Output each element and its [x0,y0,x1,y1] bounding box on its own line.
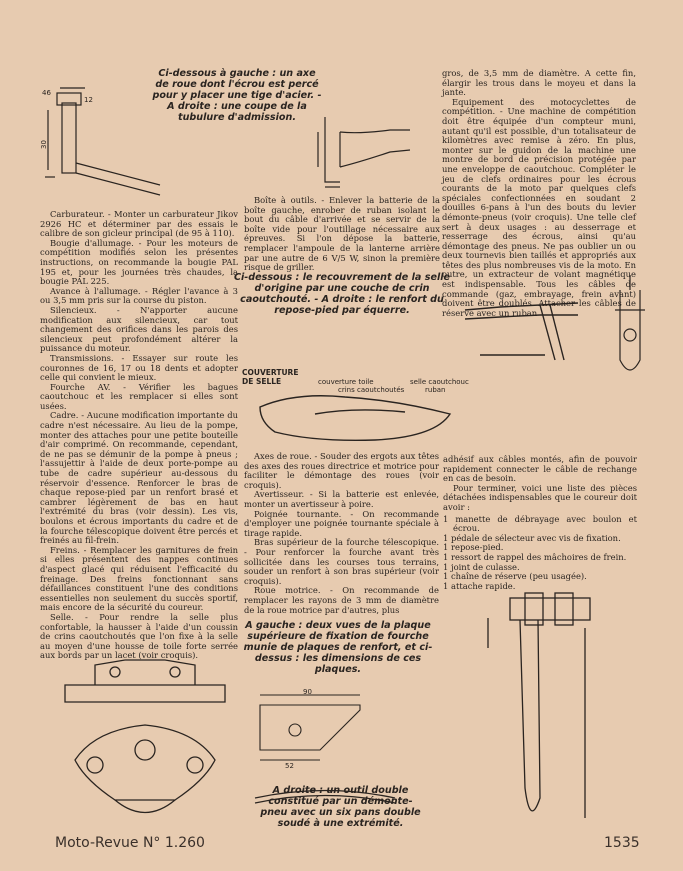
list-item: 1 attache rapide. [443,580,516,591]
paragraph-silencieux: Silencieux. - N'apporter aucune modification aux silencieux, car tout changement des orifices dans les parois des silencieux peut profondément altérer la puissance du moteur. [40,304,238,354]
saddle-drawing [255,392,455,447]
footpeg-brace-drawing [460,275,590,370]
label-couverture: COUVERTURE DE SELLE [242,368,299,386]
tool-caption: A droite : un outil double constitué par un démonte-pneu avec un six pans double soudé à une extrémité. [260,785,421,829]
paragraph-freins: Freins. - Remplacer les garnitures de frein si elles présentent des nappes continues d'aspect glacé qui réduisent l'efficacité du freinage. Des freins fonctionnant sans défaillances constituent l'une des conditions essentielles non seulement du succès sportif, mais encore de la sécurité du coureur. [40,544,238,613]
paragraph-transmissions: Transmissions. - Essayer sur route les couronnes de 16, 17 ou 18 dents et adopter celle qui convient le mieux. [40,352,238,383]
paragraph-continued: gros, de 3,5 mm de diamètre. A cette fin, élargir les trous dans le moyeu et dans la jante. [442,68,636,98]
saddle-caption: Ci-dessous : le recouvrement de la selle d'origine par une couche de crin caoutchouté. - A droite : le renfort du repose-pied par équerre. [233,272,451,316]
label-ruban: ruban [425,386,446,394]
paragraph-selle: Selle. - Pour rendre la selle plus confortable, la hausser à l'aide d'un coussin de crins caoutchoutés que l'on fixe à la selle au moyen d'une housse de toile forte serrée aux bords par un lacet (voir croquis). [40,611,238,661]
paragraph-cadre: Cadre. - Aucune modification importante du cadre n'est nécessaire. Au lieu de la pompe, monter des attaches pour une petite bouteille d'air comprimé. On recommande, cependant, de ne pas se démunir de la pompe à pneus ; l'assujettir à l'aide de deux porte-pompe au tube de cadre supérieur au-dessous du réservoir d'essence. Renforcer le bras de chaque repose-pied par un renfort brasé et cambrer légèrement de bas en haut l'extrémité du bras (voir dessin). Les vis, boulons et écrous importants du cadre et de la fourche télescopique doivent être percés et freinés au fil-frein. [40,410,238,546]
paragraph-axes: Axes de roue. - Souder des ergots aux têtes des axes des roues directrice et motrice pour faciliter le démontage des roues (voir croquis). [244,451,439,490]
label-selle-caoutchouc: selle caoutchouc [410,378,469,386]
paragraph-bougie: Bougie d'allumage. - Pour les moteurs de compétition modifiés selon les présentes instructions, on recommande la bougie PAL 195 et, pour les journées très chaudes, la bougie PAL 225. [40,237,238,287]
paragraph-avance: Avance à l'allumage. - Régler l'avance à 3 ou 3,5 mm pris sur la course du piston. [40,285,238,306]
paragraph-roue: Roue motrice. - On recommande de remplacer les rayons de 3 mm de diamètre de la roue motrice par d'autres, plus [244,585,439,615]
paragraph-carburateur: Carburateur. - Monter un carburateur Jikov 2926 HC et déterminer par des essais le calibre de son gicleur principal (de 95 à 110). [40,209,238,239]
column-right-bottom [443,455,637,591]
paragraph-liste-intro: Pour terminer, voici une liste des pièces détachées indispensables que le coureur doit avoir : [443,482,637,512]
tyre-lever-tool-drawing [480,588,630,838]
svg-text:46: 46 [42,89,51,97]
footer-page-number: 1535 [604,835,640,851]
pump-bracket-drawing [600,270,660,390]
axle-caption: Ci-dessous à gauche : un axe de roue dont l'écrou est percé pour y placer une tige d'acier. - A droite : une coupe de la tubulure d'admission. [152,68,322,123]
label-crins: crins caoutchoutés [338,386,405,394]
list-item: 1 joint de culasse. [443,561,520,572]
footer-magazine: Moto-Revue N° 1.260 [55,835,205,851]
label-toile: couverture toile [318,378,374,386]
paragraph-equipement: Equipement des motocyclettes de compétition. - Une machine de compétition doit être équipée d'un compteur muni, autant qu'il est possible, d'un totalisateur de kilomètres avec remise à zéro. En plus, monter sur le guidon de la machine une montre de bord de précision protégée par une enveloppe de caoutchouc. Compléter le jeu de clefs ordinaires pour les écrous courants de la moto par quelques clefs spéciales confectionnées en soudant 2 douilles 6-pans à l'un des bouts du levier démonte-pneus (voir croquis). Une telle clef sert à deux usages : au desserrage et resserrage des écrous, ainsi qu'au démontage des pneus. Ne pas oublier un ou deux tournevis bien taillés et appropriés aux têtes des plus nombreuses vis de la moto. En outre, un extracteur de volant magnétique est indispensable. Tous les câbles de commande (gaz, embrayage, frein avant) doivent être doublés. Attacher les câbles de réserve avec un ruban [442,96,636,318]
paragraph-bras: Bras supérieur de la fourche télescopique. - Pour renforcer la fourche avant très sollicitée dans les courses tous terrains, souder un renfort à son bras supérieur (voir croquis). [244,537,439,586]
svg-text:52: 52 [285,762,294,770]
paragraph-poignee: Poignée tournante. - On recommande d'employer une poignée tournante spéciale à tirage rapide. [244,508,439,538]
column-left [40,210,238,661]
spare-parts-list [443,515,637,592]
list-item: 1 chaîne de réserve (peu usagée). [443,571,587,582]
plate-dimensions-drawing [245,690,375,770]
intake-tube-drawing [300,112,425,192]
fork-plate-drawing [55,630,235,840]
svg-text:30: 30 [40,140,48,149]
list-item: 1 pédale de sélecteur avec vis de fixation. [443,532,621,543]
svg-text:12: 12 [84,96,93,104]
paragraph-fourche: Fourche AV. - Vérifier les bagues caoutchouc et les remplacer si elles sont usées. [40,381,238,411]
plates-caption: A gauche : deux vues de la plaque supérieure de fixation de fourche munie de plaques de renfort, et ci-dessus : les dimensions de ces plaques. [243,620,433,675]
list-item: 1 ressort de rappel des mâchoires de frein. [443,551,627,562]
column-middle-bottom [244,452,439,615]
list-item: 1 manette de débrayage avec boulon et écrou. [443,513,637,534]
column-middle-top [244,196,440,273]
paragraph-boite-outils: Boîte à outils. - Enlever la batterie de la boîte gauche, enrober de ruban isolant le bout du câble d'arrivée et se servir de la boîte vide pour l'outillage nécessaire aux épreuves. Si l'on dépose la batterie, remplacer l'ampoule de la lanterne arrière par une autre de 6 V/5 W, sinon la première risque de griller. [244,195,440,273]
list-item: 1 repose-pied. [443,542,504,553]
paragraph-adhesif: adhésif aux câbles montés, afin de pouvoir rapidement connecter le câble de rechange en cas de besoin. [443,454,637,484]
paragraph-avertisseur: Avertisseur. - Si la batterie est enlevée, monter un avertisseur à poire. [244,489,439,509]
svg-text:90: 90 [303,688,312,696]
axle-drawing [40,85,165,205]
